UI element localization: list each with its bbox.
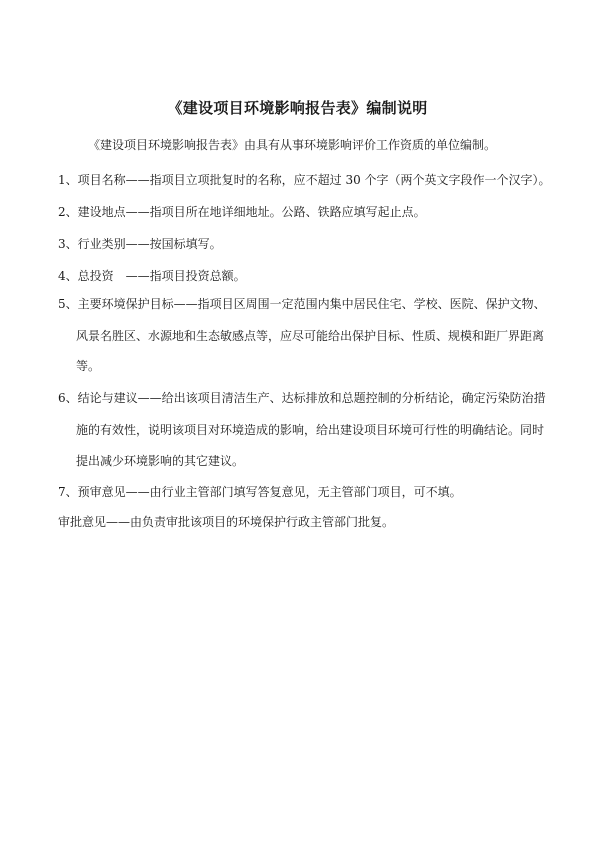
item-6-line-3: 提出减少环境影响的其它建议。 bbox=[76, 454, 245, 468]
item-5-line-1: 5、主要环境保护目标——指项目区周围一定范围内集中居民住宅、学校、医院、保护文物、 bbox=[58, 297, 546, 311]
item-5-line-3: 等。 bbox=[76, 359, 101, 373]
item-1-line-1: 1、项目名称——指项目立项批复时的名称，应不超过 30 个字（两个英文字段作一个汉字）。 bbox=[58, 173, 551, 187]
item-5-line-2: 风景名胜区、水源地和生态敏感点等，应尽可能给出保护目标、性质、规模和距厂界距离 bbox=[76, 329, 545, 343]
intro-paragraph: 《建设项目环境影响报告表》由具有从事环境影响评价工作资质的单位编制。 bbox=[88, 138, 497, 152]
item-6-line-1: 6、结论与建议——给出该项目清洁生产、达标排放和总题控制的分析结论，确定污染防治措 bbox=[58, 391, 546, 405]
closing-paragraph: 审批意见——由负责审批该项目的环境保护行政主管部门批复。 bbox=[58, 515, 395, 529]
item-2-line-1: 2、建设地点——指项目所在地详细地址。公路、铁路应填写起止点。 bbox=[58, 205, 426, 219]
document-title: 《建设项目环境影响报告表》编制说明 bbox=[167, 99, 428, 117]
item-4-line-1: 4、总投资 ——指项目投资总额。 bbox=[58, 269, 246, 283]
item-7-line-1: 7、预审意见——由行业主管部门填写答复意见，无主管部门项目，可不填。 bbox=[58, 485, 462, 499]
item-3-line-1: 3、行业类别——按国标填写。 bbox=[58, 237, 222, 251]
item-6-line-2: 施的有效性，说明该项目对环境造成的影响，给出建设项目环境可行性的明确结论。同时 bbox=[76, 423, 545, 437]
